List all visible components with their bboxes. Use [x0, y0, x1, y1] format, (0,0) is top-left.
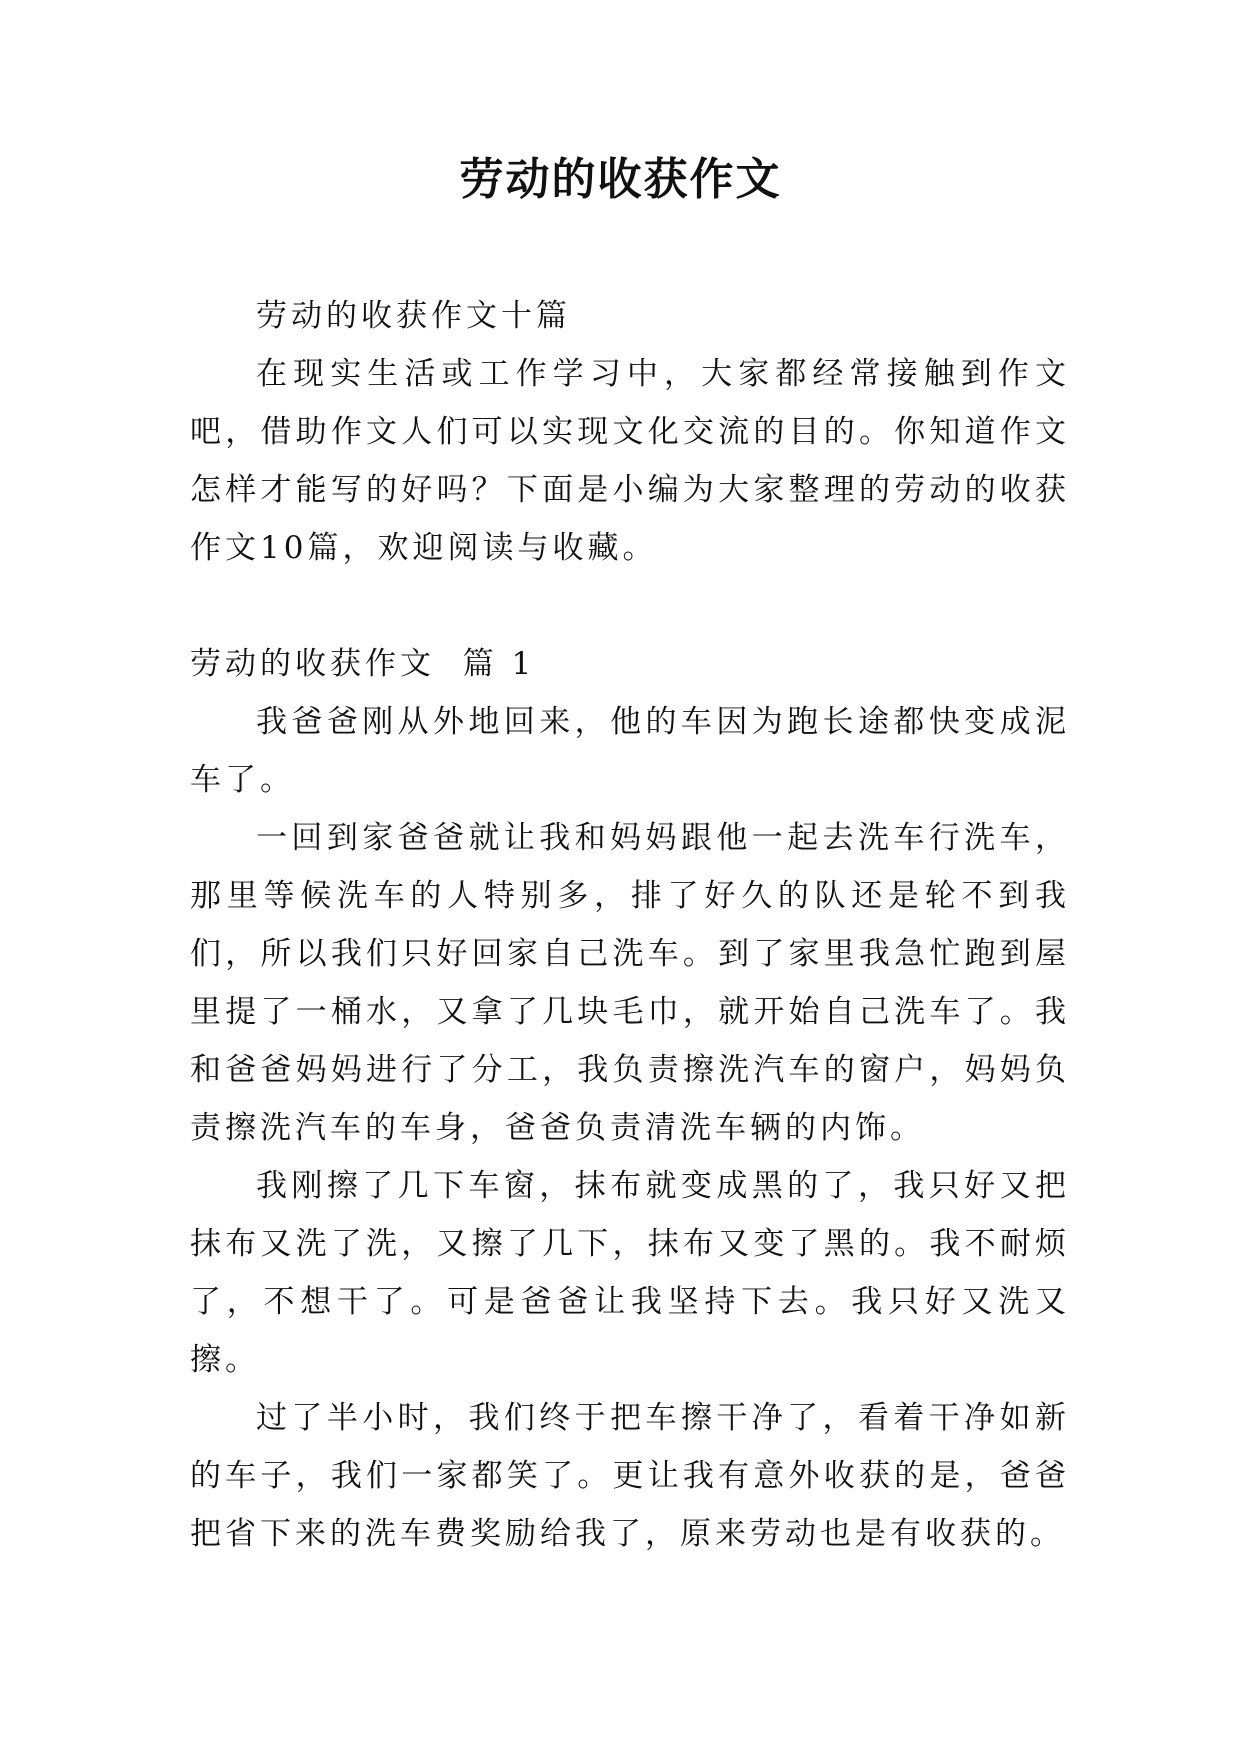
body-paragraph-3: 我刚擦了几下车窗，抹布就变成黑的了，我只好又把抹布又洗了洗，又擦了几下，抹布又变了黑的。我不耐烦了，不想干了。可是爸爸让我坚持下去。我只好又洗又擦。: [190, 1168, 1070, 1378]
body-paragraph-2: 一回到家爸爸就让我和妈妈跟他一起去洗车行洗车，那里等候洗车的人特别多，排了好久的队还是轮不到我们，所以我们只好回家自己洗车。到了家里我急忙跑到屋里提了一桶水，又拿了几块毛巾，就开始自己洗车了。我和爸爸妈妈进行了分工，我负责擦洗汽车的窗户，妈妈负责擦洗汽车的车身，爸爸负责清洗车辆的内饰。: [190, 820, 1070, 1146]
intro-paragraph: 在现实生活或工作学习中，大家都经常接触到作文吧，借助作文人们可以实现文化交流的目的。你知道作文怎样才能写的好吗？下面是小编为大家整理的劳动的收获作文10篇，欢迎阅读与收藏。: [190, 356, 1070, 566]
document-title: 劳动的收获作文: [459, 154, 782, 205]
section-heading: 劳动的收获作文 篇 1: [190, 646, 536, 682]
document-body: [190, 287, 1070, 1563]
subtitle-paragraph: 劳动的收获作文十篇: [256, 298, 571, 334]
body-paragraph-4: 过了半小时，我们终于把车擦干净了，看着干净如新的车子，我们一家都笑了。更让我有意外收获的是，爸爸把省下来的洗车费奖励给我了，原来劳动也是有收获的。: [190, 1400, 1070, 1552]
body-paragraph-1: 我爸爸刚从外地回来，他的车因为跑长途都快变成泥车了。: [190, 704, 1070, 798]
